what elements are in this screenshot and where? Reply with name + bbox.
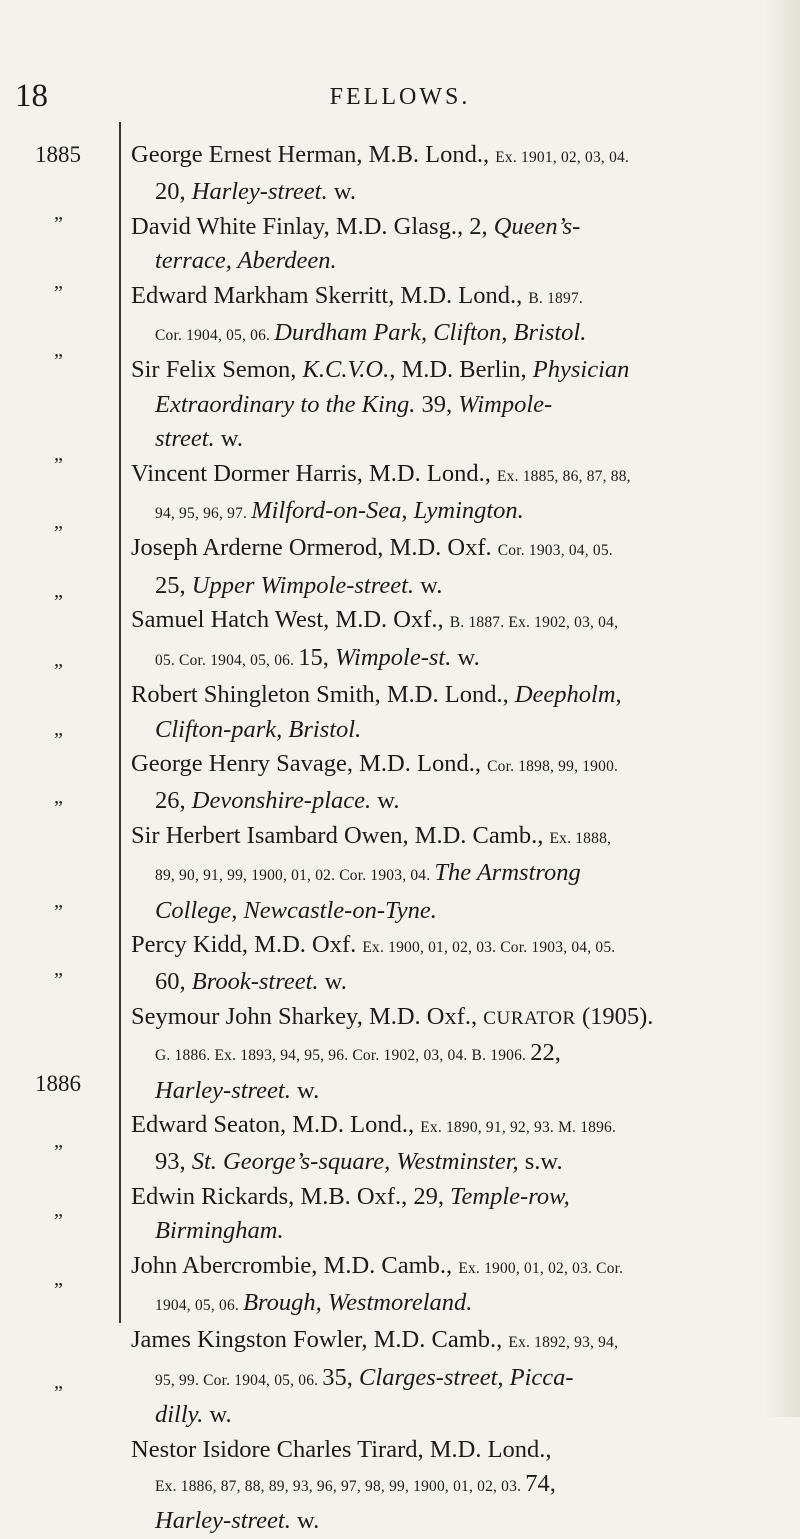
fellow-entry	[131, 678, 781, 747]
service-record: Ex. 1888,	[549, 829, 612, 847]
entry-continuation-line	[131, 569, 781, 603]
name-degree-text: 60,	[155, 968, 192, 996]
name-degree-text: Edward Markham Skerritt, M.D. Lond.,	[131, 281, 529, 309]
service-record: Ex. 1890, 91, 92, 93. M. 1896.	[420, 1118, 617, 1136]
entry-continuation-line	[131, 1467, 781, 1504]
address-text: The Armstrong	[434, 859, 581, 887]
name-degree-text: Nestor Isidore Charles Tirard, M.D. Lond.,	[131, 1435, 552, 1463]
address-text: Wimpole-st.	[335, 643, 452, 671]
name-degree-text: 26,	[155, 787, 192, 815]
year-mark: ”	[54, 350, 62, 373]
entry-continuation-line	[131, 1074, 781, 1108]
service-record: 95, 99. Cor. 1904, 05, 06.	[155, 1371, 323, 1389]
address-text: Durdham Park, Clifton, Bristol.	[274, 319, 587, 347]
address-text: Upper Wimpole-street.	[191, 571, 415, 599]
year-spacer	[0, 757, 116, 791]
entry-continuation-line	[131, 1214, 781, 1248]
entry-continuation-line	[131, 894, 781, 928]
year-spacer	[0, 998, 116, 1032]
name-degree-text: Sir Felix Semon,	[131, 356, 303, 384]
fellow-entry	[131, 747, 781, 819]
year-spacer	[0, 929, 116, 963]
entry-continuation-line	[131, 965, 781, 999]
address-text: Deepholm,	[514, 681, 622, 709]
service-record: Cor. 1904, 05, 06.	[155, 327, 275, 345]
entry-continuation-line	[131, 422, 781, 456]
service-record: B. 1897.	[528, 289, 583, 307]
entry-continuation-line	[131, 244, 781, 278]
entry-first-line	[131, 1433, 781, 1467]
entry-first-line	[131, 678, 781, 712]
name-degree-text: Samuel Hatch West, M.D. Oxf.,	[131, 606, 450, 634]
service-record: Ex. 1900, 01, 02, 03. Cor.	[458, 1259, 624, 1277]
name-degree-text: 74,	[525, 1470, 556, 1498]
name-degree-text: 93,	[155, 1148, 192, 1176]
column-rule	[119, 122, 121, 1323]
year-spacer	[0, 1307, 116, 1341]
fellow-entry	[131, 1323, 781, 1432]
entry-first-line	[131, 603, 781, 640]
year-spacer	[0, 1101, 116, 1135]
name-degree-text: John Abercrombie, M.D. Camb.,	[131, 1251, 459, 1279]
year-spacer	[0, 413, 116, 447]
page-header	[0, 76, 800, 116]
entry-continuation-line	[131, 388, 781, 422]
name-degree-text: James Kingston Fowler, M.D. Camb.,	[131, 1326, 509, 1354]
year-spacer	[0, 241, 116, 275]
fellow-entry	[131, 819, 781, 928]
name-degree-text: George Ernest Herman, M.B. Lond.,	[131, 141, 496, 168]
service-record: Ex. 1901, 02, 03, 04.	[495, 149, 630, 166]
year-mark: ”	[54, 281, 62, 304]
service-record: Ex. 1886, 87, 88, 89, 93, 96, 97, 98, 99, 1900, 01, 02, 03.	[155, 1478, 526, 1496]
year-mark: 1885	[35, 142, 81, 167]
name-degree-text: w.	[318, 968, 347, 996]
year-mark: ”	[54, 212, 62, 235]
year-mark: ”	[54, 797, 62, 820]
address-text: College, Newcastle-on-Tyne.	[155, 896, 437, 924]
name-degree-text: 25,	[155, 571, 192, 599]
fellow-entry	[131, 928, 781, 1000]
year-mark: ”	[54, 659, 62, 682]
entry-continuation-line	[131, 784, 781, 818]
address-text: Clifton-park, Bristol.	[155, 715, 362, 743]
entry-first-line	[131, 279, 781, 316]
year-spacer	[0, 482, 116, 516]
fellow-entry	[131, 457, 781, 532]
address-text: St. George’s-square, Westminster,	[191, 1148, 519, 1176]
year-mark: ”	[54, 453, 62, 476]
entry-first-line	[131, 1180, 781, 1214]
name-degree-text: 20,	[155, 178, 192, 206]
address-text: street.	[155, 425, 215, 453]
year-mark: ”	[54, 728, 62, 751]
name-degree-text: George Henry Savage, M.D. Lond.,	[131, 749, 488, 777]
name-degree-text: Seymour John Sharkey, M.D. Oxf.,	[131, 1002, 484, 1030]
name-degree-text: Joseph Arderne Ormerod, M.D. Oxf.	[131, 534, 498, 562]
entry-first-line	[131, 1323, 781, 1360]
year-mark: ”	[54, 591, 62, 614]
year-spacer	[0, 1342, 116, 1376]
address-text: Milford-on-Sea, Lymington.	[251, 497, 524, 525]
entry-continuation-line	[131, 1145, 781, 1179]
fellow-entry	[131, 1180, 781, 1249]
year-column	[0, 138, 116, 1479]
name-degree-text: w.	[214, 425, 244, 453]
name-degree-text: David White Finlay, M.D. Glasg., 2,	[131, 212, 494, 240]
year-spacer	[0, 1445, 116, 1479]
name-degree-text: 22,	[530, 1039, 561, 1067]
name-degree-text: Sir Herbert Isambard Owen, M.D. Camb.,	[131, 821, 550, 849]
name-degree-text: 39,	[415, 390, 459, 418]
entry-first-line	[131, 457, 781, 494]
year-spacer	[0, 1032, 116, 1066]
service-record: Ex. 1900, 01, 02, 03. Cor. 1903, 04, 05.	[362, 938, 616, 956]
page-number: 18	[15, 78, 48, 114]
fellow-entry	[131, 138, 781, 210]
year-spacer	[0, 1410, 116, 1444]
name-degree-text: w.	[327, 178, 356, 206]
entry-continuation-line	[131, 316, 781, 353]
entry-first-line	[131, 928, 781, 965]
fellow-entry	[131, 1000, 781, 1108]
entry-continuation-line	[131, 494, 781, 531]
service-record: Cor. 1903, 04, 05.	[497, 542, 613, 560]
entry-first-line	[131, 531, 781, 568]
name-degree-text: Robert Shingleton Smith, M.D. Lond.,	[131, 681, 515, 709]
name-degree-text: 15,	[298, 643, 335, 671]
name-degree-text: , M.D. Berlin,	[389, 356, 533, 384]
year-mark: ”	[54, 1210, 62, 1233]
address-text: Harley-street.	[155, 1076, 291, 1104]
name-degree-text: w.	[203, 1401, 232, 1429]
entry-continuation-line	[131, 713, 781, 747]
fellow-entry	[131, 353, 781, 456]
fellow-entry	[131, 279, 781, 354]
name-degree-text: Edward Seaton, M.D. Lond.,	[131, 1110, 421, 1138]
fellow-entry	[131, 1249, 781, 1324]
fellows-list	[131, 138, 781, 1539]
service-record: G. 1886. Ex. 1893, 94, 95, 96. Cor. 1902, 03, 04. B. 1906.	[155, 1047, 531, 1065]
year-spacer	[0, 1170, 116, 1204]
entry-first-line	[131, 819, 781, 856]
address-text: K.C.V.O.	[302, 356, 390, 384]
year-mark: ”	[54, 900, 62, 923]
year-mark: ”	[54, 522, 62, 545]
address-text: terrace, Aberdeen.	[155, 247, 337, 275]
year-spacer	[0, 551, 116, 585]
name-degree-text: Percy Kidd, M.D. Oxf.	[131, 930, 363, 958]
address-text: Birmingham.	[155, 1217, 284, 1245]
address-text: Temple-row,	[450, 1182, 570, 1210]
running-head: FELLOWS.	[329, 84, 471, 110]
name-degree-text: w.	[290, 1076, 320, 1104]
service-record: 94, 95, 96, 97.	[155, 505, 252, 523]
fellow-entry	[131, 1433, 781, 1539]
name-degree-text: s.w.	[518, 1148, 563, 1176]
entry-first-line	[131, 1249, 781, 1286]
name-degree-text: w.	[371, 787, 400, 815]
name-degree-text: w.	[290, 1507, 320, 1535]
address-text: Harley-street.	[155, 1507, 291, 1535]
year-spacer	[0, 1239, 116, 1273]
entry-continuation-line	[131, 1361, 781, 1398]
address-text: Harley-street.	[191, 178, 328, 206]
name-degree-text: w.	[451, 643, 480, 671]
entry-first-line	[131, 1000, 781, 1036]
year-spacer	[0, 172, 116, 206]
entry-continuation-line	[131, 856, 781, 893]
entry-first-line	[131, 353, 781, 387]
year-mark: 1886	[35, 1070, 81, 1096]
year-mark: ”	[54, 1278, 62, 1301]
name-degree-text: Vincent Dormer Harris, M.D. Lond.,	[131, 459, 497, 487]
service-record: Ex. 1892, 93, 94,	[508, 1334, 619, 1352]
name-degree-text: (1905).	[575, 1002, 654, 1030]
address-text: Clarges-street, Picca-	[359, 1363, 574, 1391]
entry-first-line	[131, 138, 781, 175]
year-spacer	[0, 860, 116, 894]
year-spacer	[0, 826, 116, 860]
name-degree-text: w.	[414, 571, 443, 599]
entry-continuation-line	[131, 175, 781, 209]
address-text: Queen’s-	[493, 212, 581, 240]
fellow-entry	[131, 603, 781, 678]
year-mark: ”	[54, 969, 62, 992]
address-text: Devonshire-place.	[191, 787, 372, 815]
year-spacer	[0, 310, 116, 344]
entry-continuation-line	[131, 1504, 781, 1538]
fellow-entry	[131, 210, 781, 279]
service-record: Cor. 1898, 99, 1900.	[487, 757, 619, 775]
address-text: Extraordinary to the King.	[155, 390, 416, 418]
year-spacer	[0, 619, 116, 653]
fellow-entry	[131, 531, 781, 603]
address-text: Physician	[532, 356, 630, 384]
entry-first-line	[131, 747, 781, 784]
fellow-entry	[131, 1108, 781, 1180]
address-text: Brough, Westmoreland.	[243, 1289, 473, 1316]
service-record: B. 1887. Ex. 1902, 03, 04,	[449, 614, 619, 632]
entry-continuation-line	[131, 1286, 781, 1323]
year-spacer	[0, 688, 116, 722]
year-mark: ”	[54, 1141, 62, 1164]
entry-first-line	[131, 1108, 781, 1145]
entry-continuation-line	[131, 1398, 781, 1432]
name-degree-text: Edwin Rickards, M.B. Oxf., 29,	[131, 1182, 451, 1210]
address-text: Brook-street.	[191, 968, 319, 996]
entry-continuation-line	[131, 1036, 781, 1073]
office-title: CURATOR	[483, 1007, 576, 1029]
service-record: 89, 90, 91, 99, 1900, 01, 02. Cor. 1903, 04.	[155, 867, 435, 885]
name-degree-text: 35,	[322, 1363, 360, 1391]
address-text: dilly.	[155, 1401, 204, 1429]
entry-continuation-line	[131, 641, 781, 678]
address-text: Wimpole-	[458, 390, 553, 418]
year-mark: ”	[54, 1382, 62, 1405]
year-spacer	[0, 379, 116, 413]
entry-first-line	[131, 210, 781, 244]
service-record: 05. Cor. 1904, 05, 06.	[155, 651, 299, 669]
service-record: 1904, 05, 06.	[155, 1297, 244, 1314]
service-record: Ex. 1885, 86, 87, 88,	[496, 467, 631, 485]
